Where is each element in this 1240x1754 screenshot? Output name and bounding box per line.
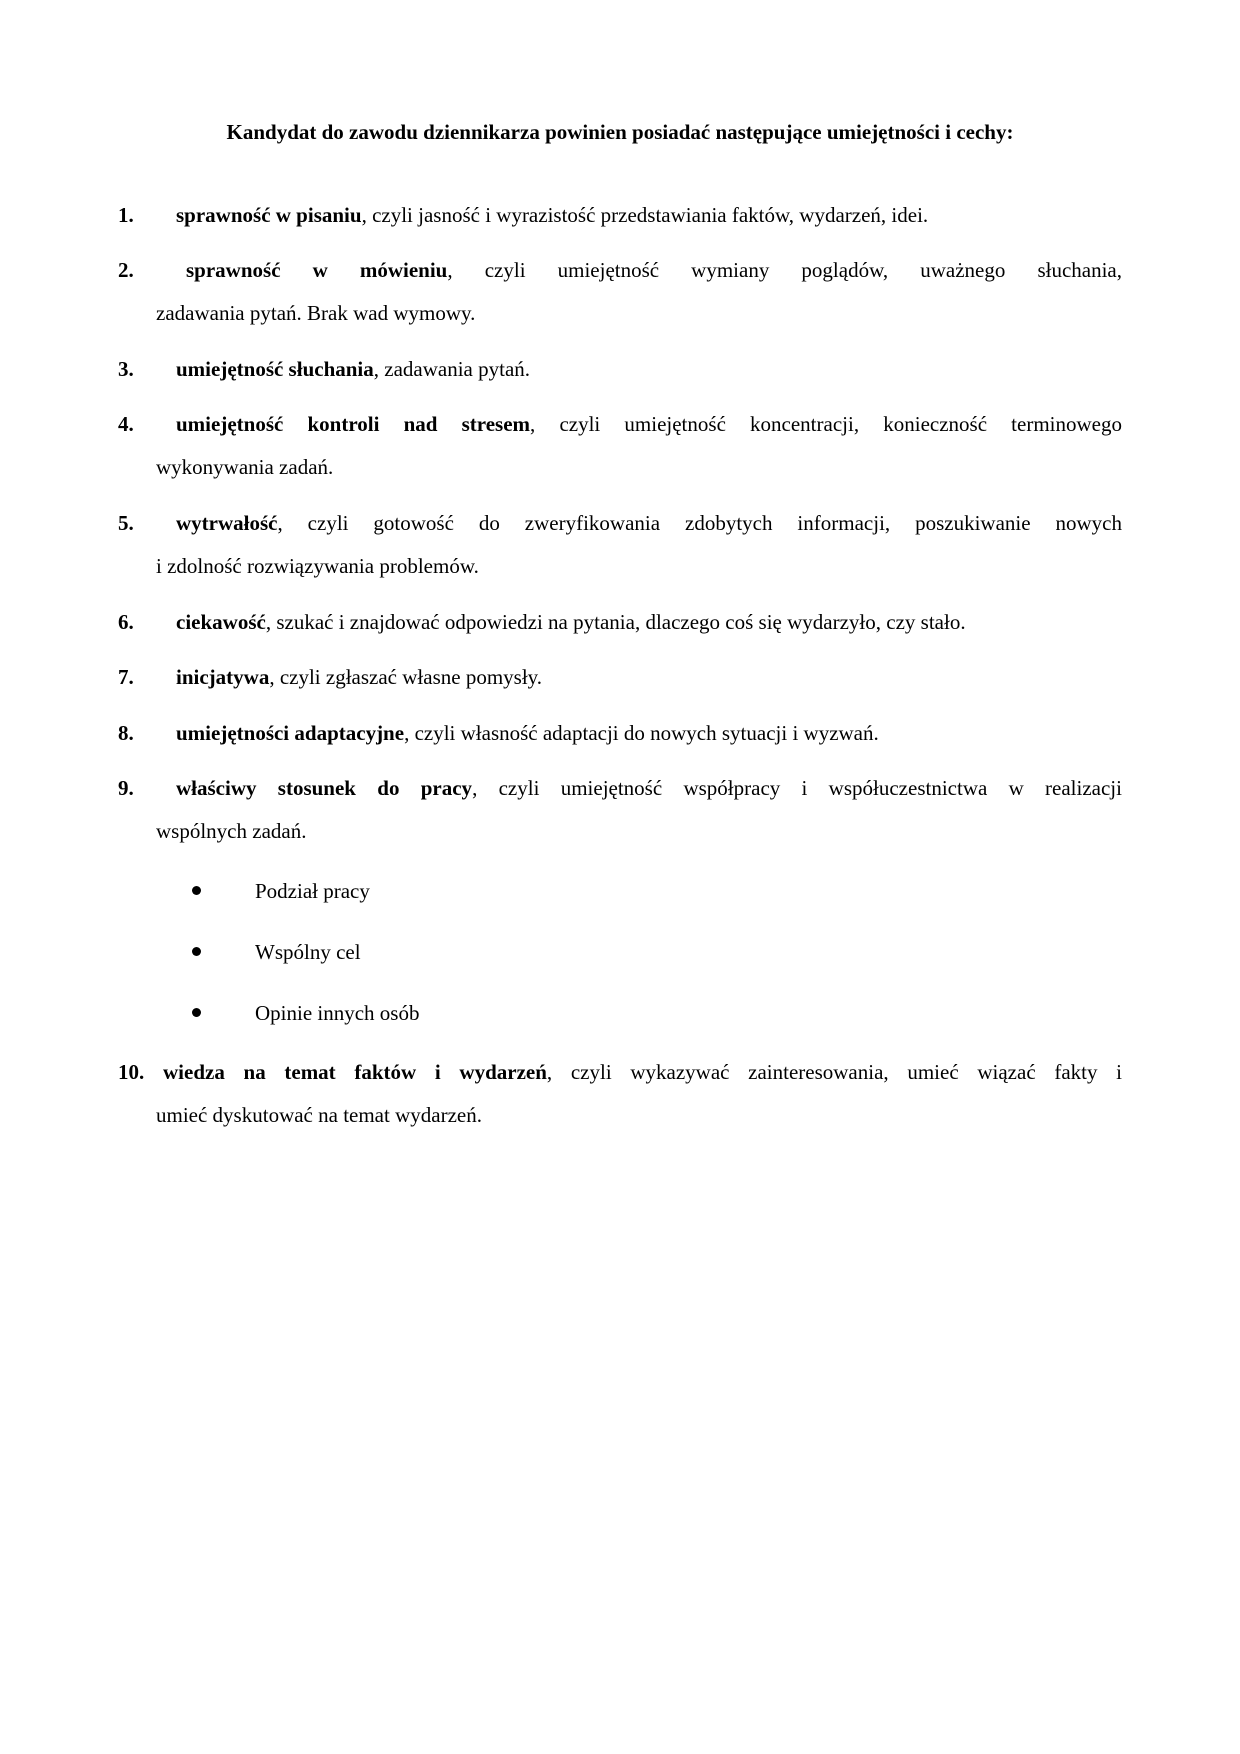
- item-continuation: wykonywania zadań.: [156, 455, 334, 479]
- item-text: , zadawania pytań.: [373, 357, 531, 381]
- item-number: 10.: [118, 1060, 145, 1084]
- bullet-dot-icon: [192, 886, 201, 895]
- item-line: [118, 1051, 1122, 1094]
- list-item: [118, 712, 1122, 755]
- item-term: sprawność w mówieniu: [186, 258, 448, 282]
- item-text: , czyli własność adaptacji do nowych sytuacji i wyzwań.: [404, 721, 879, 745]
- item-term: inicjatywa: [176, 665, 270, 689]
- item-term: sprawność w pisaniu: [176, 203, 362, 227]
- item-line: [118, 601, 1122, 644]
- item-text: , czyli umiejętność wymiany poglądów, uważnego słuchania,: [447, 258, 1123, 282]
- item-continuation: wspólnych zadań.: [156, 819, 307, 843]
- item-term: ciekawość: [176, 610, 266, 634]
- item-number: 3.: [118, 357, 134, 381]
- item-term: umiejętności adaptacyjne: [176, 721, 405, 745]
- item-number: 8.: [118, 721, 134, 745]
- list-item: [118, 1051, 1122, 1137]
- item-number: 6.: [118, 610, 134, 634]
- bullet-dot-icon: [192, 1008, 201, 1017]
- item-line: [118, 767, 1122, 810]
- bullet-text: Podział pracy: [255, 879, 370, 903]
- list-item: [118, 249, 1122, 335]
- item-term: wiedza na temat faktów i wydarzeń: [163, 1060, 547, 1084]
- item-line: [118, 712, 1122, 755]
- item-line: [118, 194, 1122, 237]
- item-term: umiejętność kontroli nad stresem: [176, 412, 531, 436]
- item-continuation: zadawania pytań. Brak wad wymowy.: [156, 301, 476, 325]
- item-term: wytrwałość: [176, 511, 278, 535]
- item-line: [118, 502, 1122, 545]
- item-text: , czyli wykazywać zainteresowania, umieć wiązać fakty i: [546, 1060, 1122, 1084]
- list-item: [118, 348, 1122, 391]
- item-text: , czyli jasność i wyrazistość przedstawiania faktów, wydarzeń, idei.: [361, 203, 929, 227]
- item-text: , czyli umiejętność współpracy i współuczestnictwa w realizacji: [472, 776, 1122, 800]
- item-number: 4.: [118, 412, 134, 436]
- item-line: [118, 249, 1122, 292]
- item-text: , czyli umiejętność koncentracji, konieczność terminowego: [530, 412, 1122, 436]
- item-line: [118, 348, 1122, 391]
- item-number: 9.: [118, 776, 134, 800]
- list-item: [118, 403, 1122, 489]
- item-number: 5.: [118, 511, 134, 535]
- item-text: , czyli gotowość do zweryfikowania zdobytych informacji, poszukiwanie nowych: [277, 511, 1122, 535]
- item-number: 1.: [118, 203, 134, 227]
- item-continuation: i zdolność rozwiązywania problemów.: [156, 554, 479, 578]
- list-item: [118, 502, 1122, 588]
- list-item: [118, 656, 1122, 699]
- item-term: właściwy stosunek do pracy: [176, 776, 473, 800]
- item-term: umiejętność słuchania: [176, 357, 374, 381]
- item-text: , szukać i znajdować odpowiedzi na pytania, dlaczego coś się wydarzyło, czy stało.: [265, 610, 966, 634]
- bullet-text: Opinie innych osób: [255, 1001, 420, 1025]
- item-number: 2.: [118, 258, 134, 282]
- list-item: [118, 601, 1122, 644]
- list-item: [118, 194, 1122, 237]
- item-text: , czyli zgłaszać własne pomysły.: [269, 665, 543, 689]
- item-number: 7.: [118, 665, 134, 689]
- item-line: [118, 656, 1122, 699]
- document-title: Kandydat do zawodu dziennikarza powinien posiadać następujące umiejętności i cechy:: [226, 120, 1014, 144]
- bullet-dot-icon: [192, 947, 201, 956]
- bullet-text: Wspólny cel: [255, 940, 361, 964]
- item-continuation: umieć dyskutować na temat wydarzeń.: [156, 1103, 482, 1127]
- item-line: [118, 403, 1122, 446]
- list-item: [118, 767, 1122, 853]
